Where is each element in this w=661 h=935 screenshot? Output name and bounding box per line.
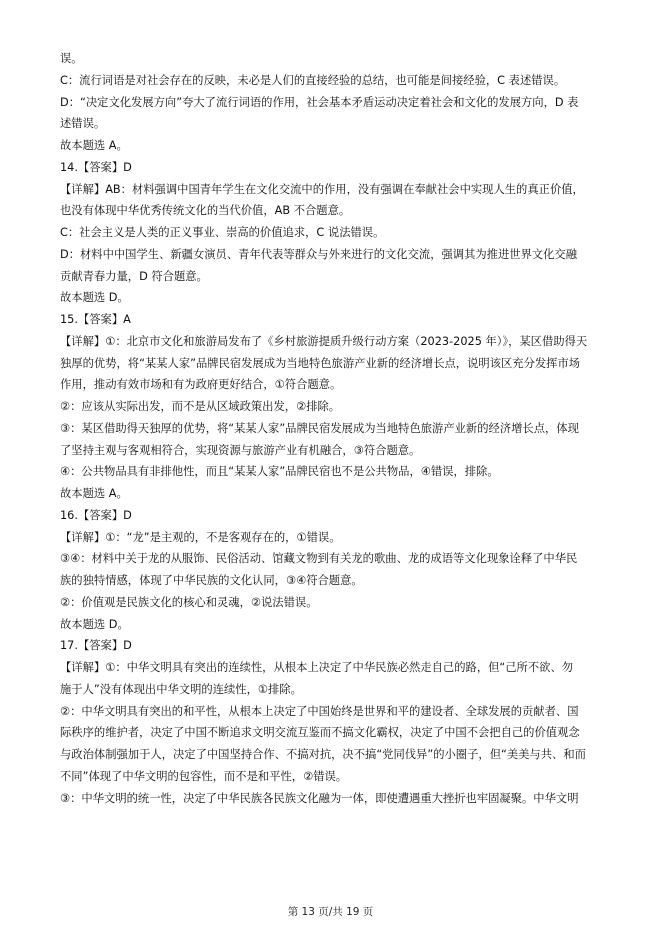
- answer-heading-16: 16.【答案】D: [60, 508, 132, 522]
- text-line: ③：中华文明的统一性，决定了中华民族各民族文化融为一体，即使遭遇重大挫折也牢固凝聚。中华文明: [60, 791, 579, 805]
- text-line: D：材料中中国学生、新疆女演员、青年代表等群众与外来进行的文化交流，强调其为推进世界文化交融: [60, 247, 578, 261]
- text-line: ③④：材料中关于龙的从服饰、民俗活动、馆藏文物到有关龙的歌曲、龙的成语等文化现象诠释了中华民: [60, 552, 578, 566]
- text-line: 【详解】AB：材料强调中国青年学生在文化交流中的作用，没有强调在奉献社会中实现人生的真正价值，: [60, 182, 584, 196]
- text-line: 际秩序的维护者，决定了中国不断追求文明交流互鉴而不搞文化霸权，决定了中国不会把自己的价值观念: [60, 726, 580, 740]
- answer-text-body: [60, 48, 615, 809]
- text-line: C：流行词语是对社会存在的反映，未必是人们的直接经验的总结，也可能是间接经验，C 表述错误。: [60, 73, 566, 87]
- text-line: ②：价值观是民族文化的核心和灵魂，②说法错误。: [60, 595, 318, 609]
- text-line: 了坚持主观与客观相符合，实现资源与旅游产业有机融合，③符合题意。: [60, 443, 421, 457]
- text-line: 不同”体现了中华文明的包容性，而不是和平性，②错误。: [60, 769, 348, 783]
- text-line: 述错误。: [60, 117, 106, 131]
- text-line: 与政治体制强加于人，决定了中国坚持合作、不搞对抗，决不搞“党同伐异”的小圈子，但“美美与共、和而: [60, 748, 586, 761]
- text-line: 也没有体现中华优秀传统文化的当代价值，AB 不合题意。: [60, 204, 351, 218]
- text-line: 故本题选 D。: [60, 617, 129, 631]
- text-line: 故本题选 A。: [60, 139, 128, 152]
- text-line: ②：应该从实际出发，而不是从区域政策出发，②排除。: [60, 400, 341, 413]
- text-line: C：社会主义是人类的正义事业、崇高的价值追求，C 说法错误。: [60, 226, 385, 239]
- text-line: 误。: [60, 52, 83, 65]
- answer-heading-15: 15.【答案】A: [60, 313, 131, 326]
- answer-heading-14: 14.【答案】D: [60, 160, 132, 174]
- text-line: ③：某区借助得天独厚的优势，将“某某人家”品牌民宿发展成为当地特色旅游产业新的经济增长点，体现: [60, 421, 579, 435]
- text-line: 作用，推动有效市场和有为政府更好结合，①符合题意。: [60, 378, 342, 392]
- text-line: 【详解】①：“龙”是主观的，不是客观存在的，①错误。: [60, 530, 341, 544]
- text-line: ②：中华文明具有突出的和平性，从根本上决定了中国始终是世界和平的建设者、全球发展的贡献者、国: [60, 704, 579, 718]
- text-line: ④：公共物品具有非排他性，而且“某某人家”品牌民宿也不是公共物品，④错误，排除。: [60, 465, 499, 479]
- text-line: 故本题选 A。: [60, 487, 128, 500]
- text-line: 独厚的优势，将“某某人家”品牌民宿发展成为当地特色旅游产业新的经济增长点，说明该区充分发挥市场: [60, 356, 581, 370]
- text-line: 族的独特情感，体现了中华民族的文化认同，③④符合题意。: [60, 574, 363, 587]
- text-line: 【详解】①：北京市文化和旅游局发布了《乡村旅游提质升级行动方案（2023-2025 年）》，某区借助得天: [60, 334, 588, 348]
- text-line: 施于人”没有体现出中华文明的连续性，①排除。: [60, 682, 302, 696]
- text-line: 故本题选 D。: [60, 291, 129, 305]
- answer-heading-17: 17.【答案】D: [60, 639, 132, 653]
- page-number-footer: 第 13 页/共 19 页: [287, 906, 374, 918]
- text-line: D：“决定文化发展方向”夸大了流行词语的作用，社会基本矛盾运动决定着社会和文化的发展方向，D 表: [60, 95, 579, 109]
- text-line: 【详解】①：中华文明具有突出的连续性，从根本上决定了中华民族必然走自己的路，但“己所不欲、勿: [60, 661, 574, 674]
- text-line: 贡献青春力量，D 符合题意。: [60, 269, 208, 283]
